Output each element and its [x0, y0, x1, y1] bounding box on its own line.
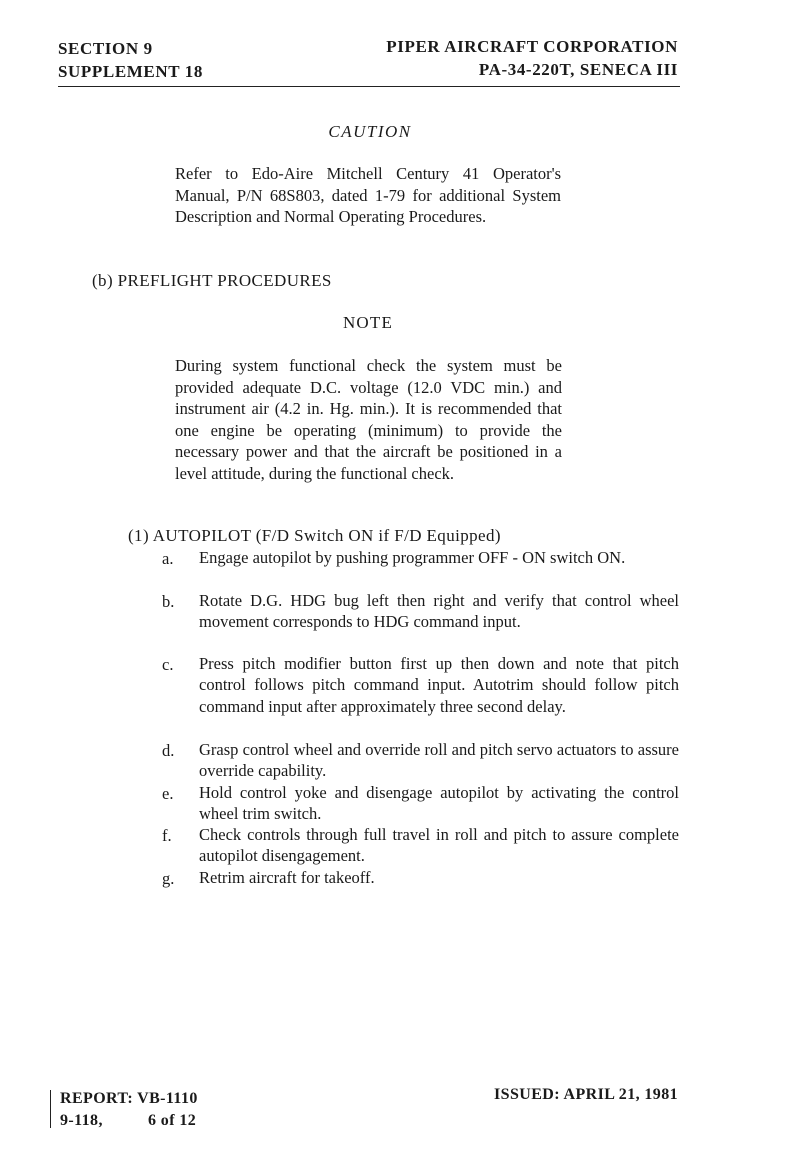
caution-text: Refer to Edo-Aire Mitchell Century 41 Operator's Manual, P/N 68S803, dated 1-79 for additional System Description and Normal Operating Procedures.	[175, 164, 561, 226]
step-text: Press pitch modifier button first up then down and note that pitch control follows pitch command input. Autotrim should follow pitch command input after approximately three second delay.	[199, 654, 679, 716]
step-letter: f.	[162, 826, 172, 845]
step-text: Hold control yoke and disengage autopilot by activating the control wheel trim switch.	[199, 783, 679, 824]
section-label: SECTION 9	[58, 39, 153, 58]
autopilot-heading: (1) AUTOPILOT (F/D Switch ON if F/D Equipped)	[128, 526, 501, 545]
caution-title: CAUTION	[328, 122, 412, 141]
note-text: During system functional check the system must be provided adequate D.C. voltage (12.0 VDC min.) and instrument air (4.2 in. Hg. min.). It is recommended that one engine be operating (minimum) to provide the necessary power and that the aircraft be positioned in a level attitude, during the functional check.	[175, 356, 562, 483]
step-letter: a.	[162, 549, 174, 568]
change-bar	[50, 1090, 51, 1128]
step-letter: b.	[162, 592, 175, 611]
step-letter: d.	[162, 741, 175, 760]
step-text: Grasp control wheel and override roll and pitch servo actuators to assure override capability.	[199, 740, 679, 781]
page-reference: 9-118,	[60, 1112, 103, 1129]
step-text: Engage autopilot by pushing programmer OFF - ON switch ON.	[199, 548, 626, 567]
step-letter: g.	[162, 869, 175, 888]
aircraft-model: PA-34-220T, SENECA III	[478, 60, 678, 79]
header-rule	[58, 86, 680, 87]
issued-date: ISSUED: APRIL 21, 1981	[494, 1086, 678, 1103]
step-text: Rotate D.G. HDG bug left then right and verify that control wheel movement corresponds to HDG command input.	[199, 591, 679, 632]
step-letter: e.	[162, 784, 174, 803]
note-title: NOTE	[342, 313, 394, 332]
report-number: REPORT: VB-1110	[60, 1090, 198, 1107]
preflight-heading: (b) PREFLIGHT PROCEDURES	[92, 271, 332, 290]
supplement-label: SUPPLEMENT 18	[58, 62, 203, 81]
company-name: PIPER AIRCRAFT CORPORATION	[386, 37, 678, 56]
step-text: Check controls through full travel in roll and pitch to assure complete autopilot disengagement.	[199, 825, 679, 866]
step-text: Retrim aircraft for takeoff.	[199, 868, 375, 887]
page-count: 6 of 12	[148, 1112, 197, 1129]
step-letter: c.	[162, 655, 174, 674]
